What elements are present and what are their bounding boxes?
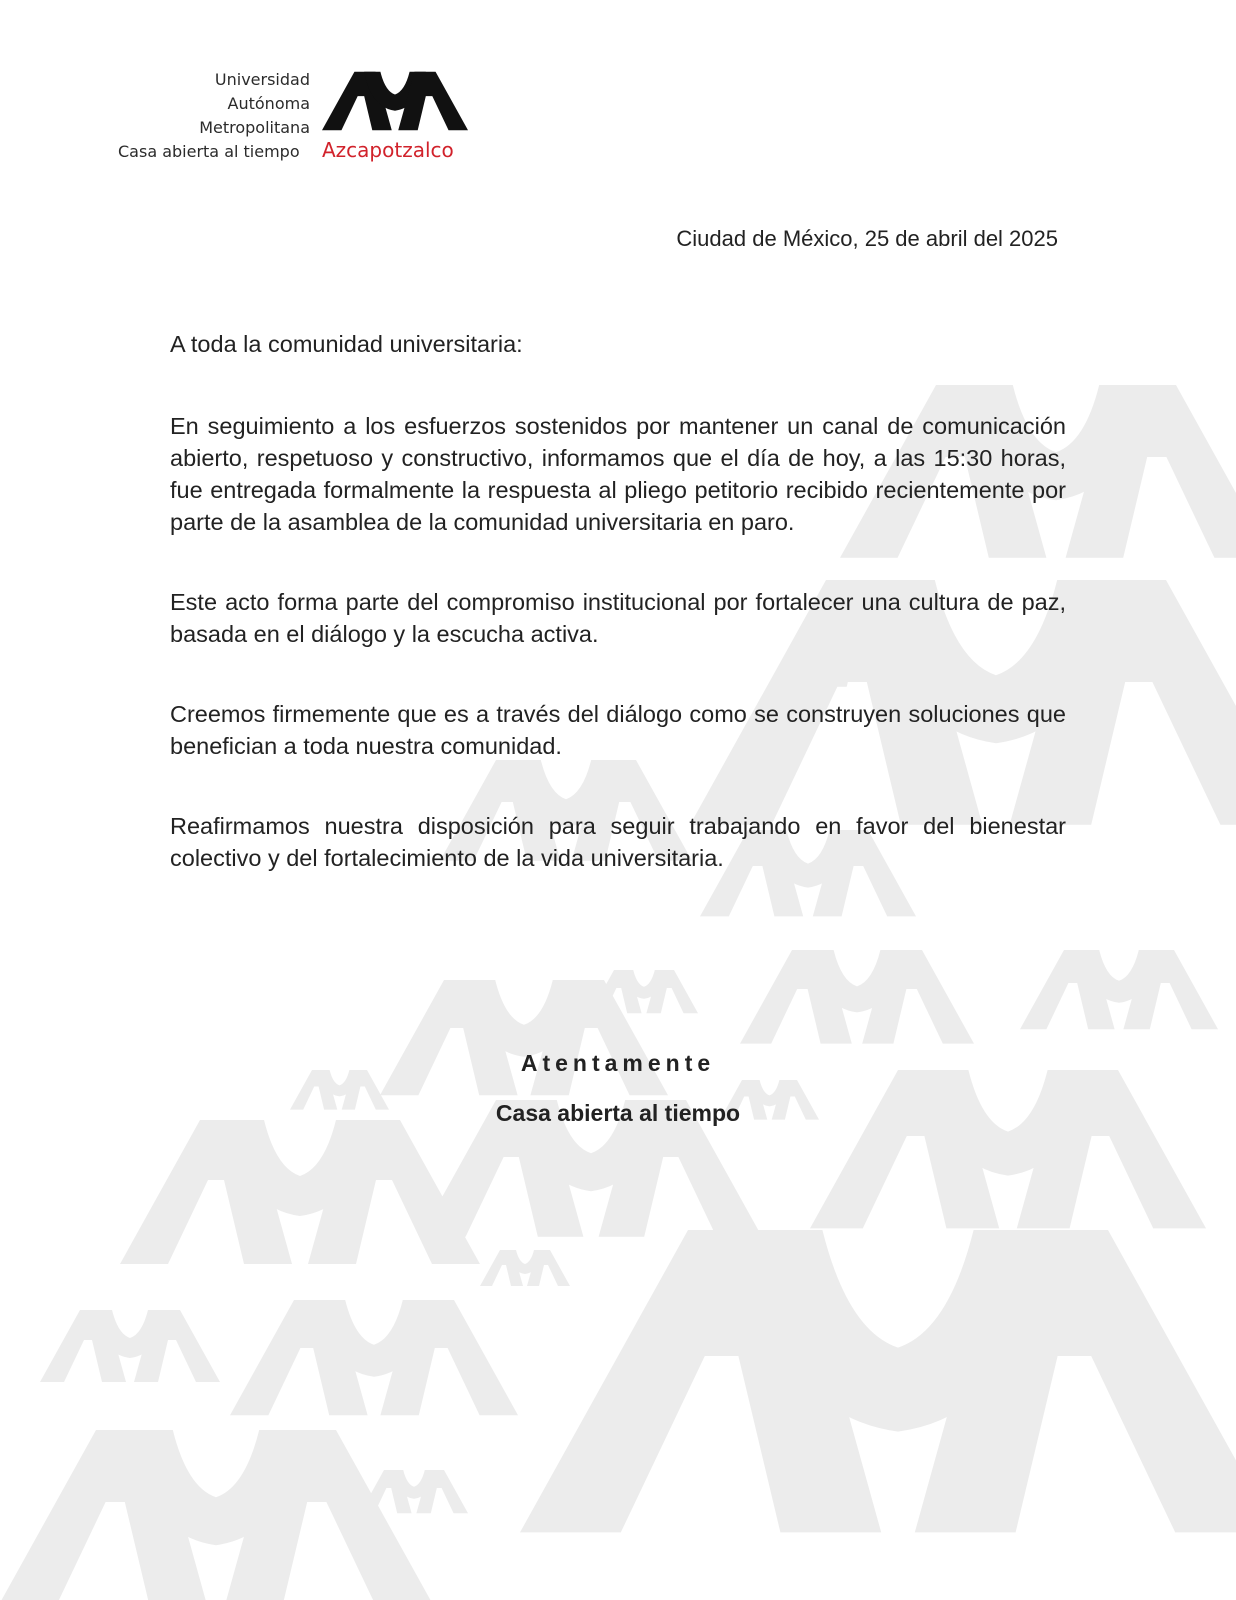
university-name-line1: Universidad (214, 70, 310, 89)
closing-motto: Casa abierta al tiempo (495, 1100, 741, 1126)
letter-paragraph: Reafirmamos nuestra disposición para seguir trabajando en favor del bienestar colectivo y del fortalecimiento de la vida universitaria. (170, 813, 1066, 871)
uam-logo-icon (322, 70, 468, 132)
letter-date: Ciudad de México, 25 de abril del 2025 (676, 226, 1058, 251)
campus-name: Azcapotzalco (322, 138, 454, 162)
university-name (199, 68, 310, 140)
closing-salutation: Atentamente (520, 1050, 716, 1076)
university-name-line3: Metropolitana (199, 118, 310, 137)
letter-body (170, 328, 1066, 922)
letterhead (110, 66, 480, 176)
header-tagline: Casa abierta al tiempo (118, 142, 300, 161)
letter-paragraph: En seguimiento a los esfuerzos sostenidos por mantener un canal de comunicación abierto, respetuoso y constructivo, informamos que el día de hoy, a las 15:30 horas, fue entregada formalmente la respuesta al pliego petitorio recibido recientemente por parte de la asamblea de la comunidad universitaria en paro. (170, 413, 1066, 535)
letter-paragraph: Creemos firmemente que es a través del diálogo como se construyen soluciones que benefician a toda nuestra comunidad. (170, 701, 1066, 759)
letter-greeting: A toda la comunidad universitaria: (170, 331, 523, 357)
letter-paragraph: Este acto forma parte del compromiso institucional por fortalecer una cultura de paz, basada en el diálogo y la escucha activa. (170, 589, 1066, 647)
university-name-line2: Autónoma (227, 94, 310, 113)
